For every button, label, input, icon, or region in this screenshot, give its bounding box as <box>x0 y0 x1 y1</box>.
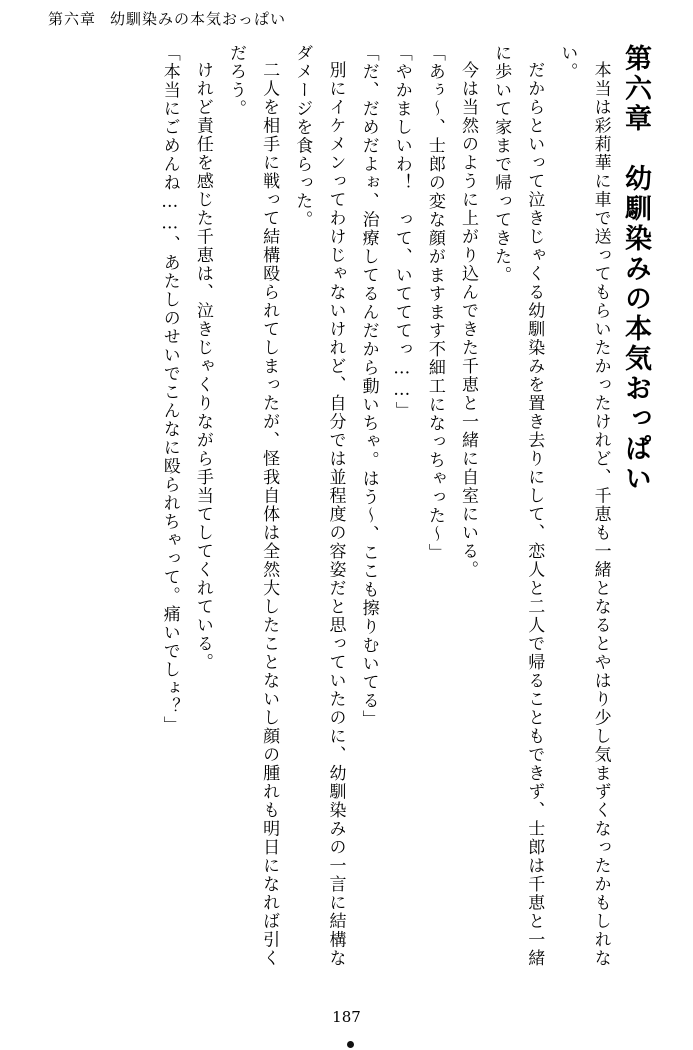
body-paragraph: 「あぅ～、士郎の変な顔がますます不細工になっちゃった～」 <box>424 44 445 562</box>
page-body-vertical-text <box>63 44 653 984</box>
body-paragraph: 今は当然のように上がり込んできた千恵と一緒に自室にいる。 <box>458 61 478 579</box>
bottom-dot-mark <box>347 1041 354 1048</box>
body-paragraph: 別にイケメンってわけじゃないけれど、自分では並程度の容姿だと思っていたのに、幼馴染みの一言に結構なダメージを食らった。 <box>292 44 346 968</box>
chapter-heading: 第六章 幼馴染みの本気おっぱい <box>620 44 651 494</box>
body-paragraph: 「だ、だめだよぉ、治療してるんだから動いちゃ。はう～、ここも擦りむいてる」 <box>358 44 379 729</box>
body-paragraph: 「本当にごめんね……、あたしのせいでこんなに殴られちゃって。痛いでしょ？」 <box>159 44 180 735</box>
running-header-chapter-title: 幼馴染みの本気おっぱい <box>110 10 287 28</box>
body-paragraph: 本当は彩莉華に車で送ってもらいたかったけれど、千恵も一緒となるとやはり少し気まずくなったかもしれない。 <box>557 44 611 968</box>
body-paragraph: だからといって泣きじゃくる幼馴染みを置き去りにして、恋人と二人で帰ることもできず、士郎は千恵と一緒に歩いて家まで帰ってきた。 <box>491 44 545 968</box>
body-paragraph: 二人を相手に戦って結構殴られてしまったが、怪我自体は全然大したことないし顔の腫れも明日になれば引くだろう。 <box>226 44 280 968</box>
body-paragraph: けれど責任を感じた千恵は、泣きじゃくりながら手当てしてくれている。 <box>192 61 213 672</box>
running-header <box>48 8 286 29</box>
running-header-chapter-number: 第六章 <box>48 10 97 28</box>
body-paragraph: 「やかましいわ！ って、いてててっ……」 <box>391 44 412 420</box>
page-number: 187 <box>332 1008 361 1026</box>
